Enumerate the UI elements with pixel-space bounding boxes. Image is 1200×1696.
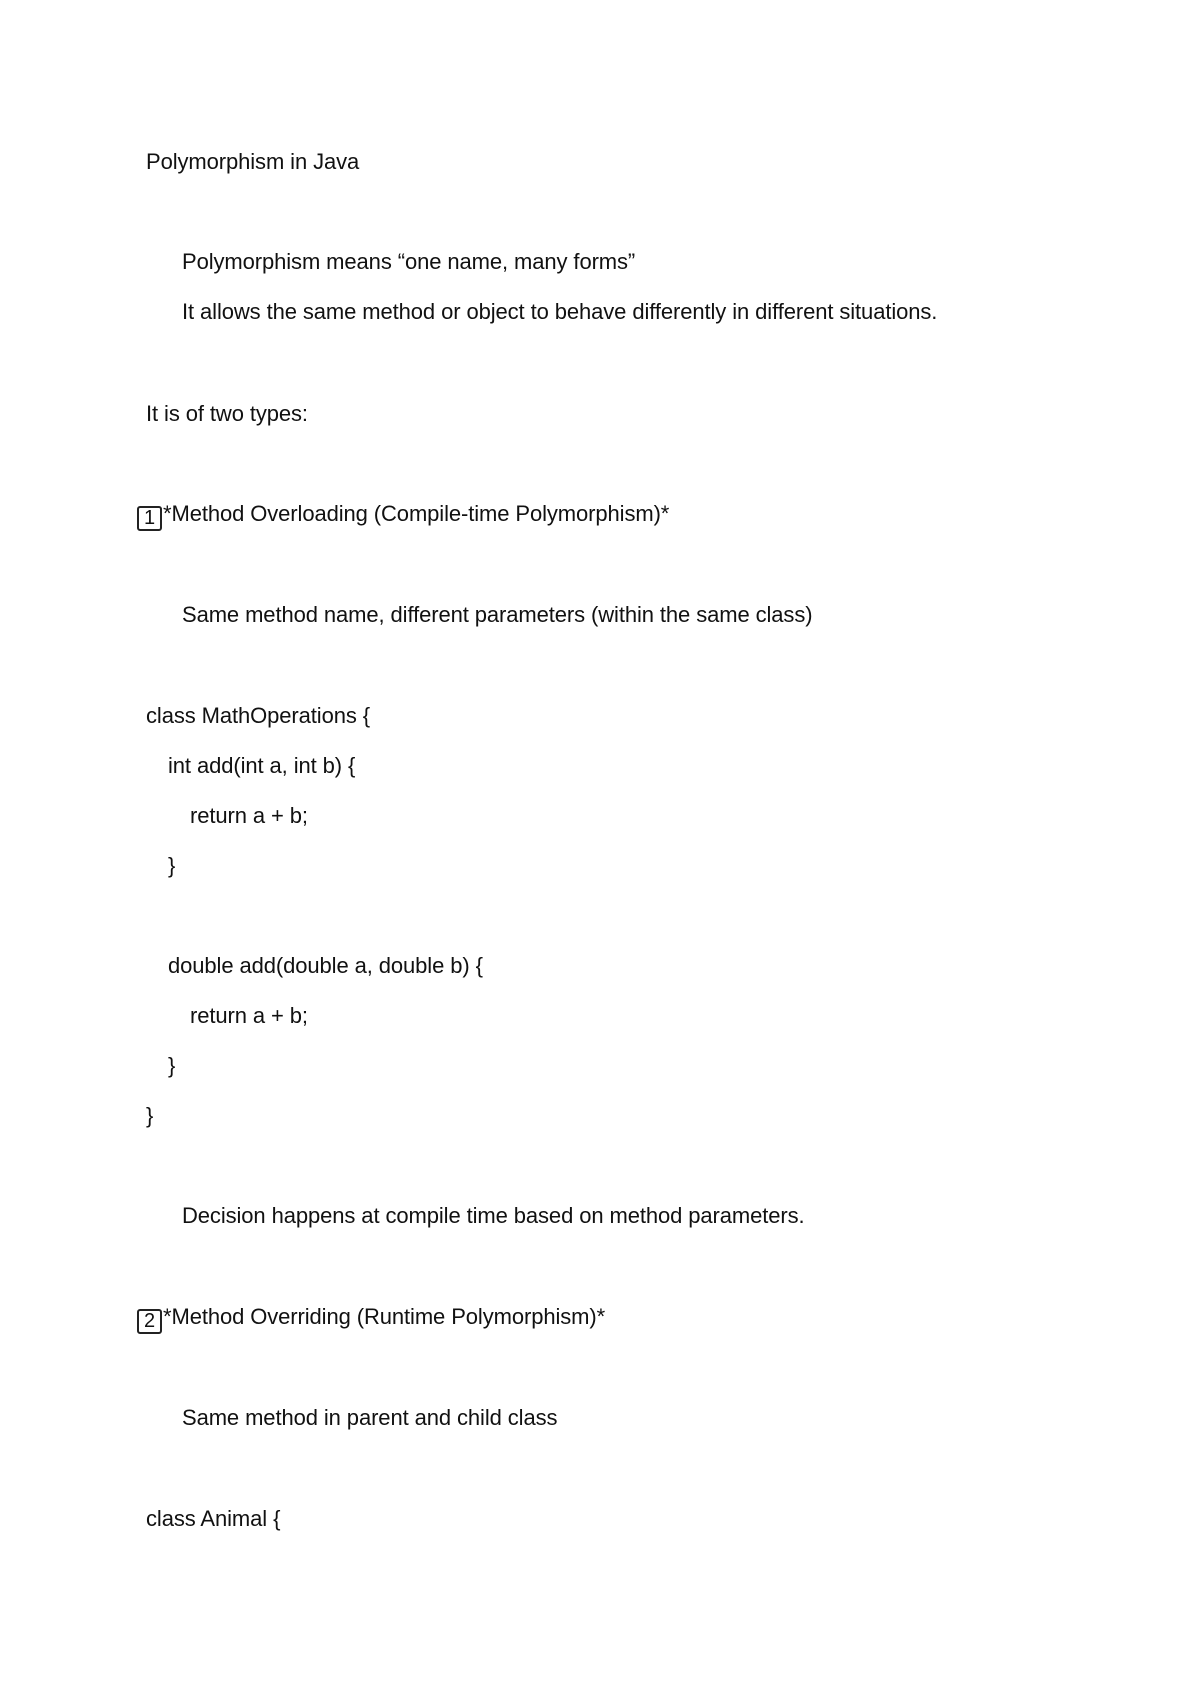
code-line: return a + b; — [190, 803, 308, 828]
section1-description: Same method name, different parameters (within the same class) — [182, 602, 813, 627]
document-title: Polymorphism in Java — [146, 149, 360, 174]
section1-note: Decision happens at compile time based on method parameters. — [182, 1203, 805, 1228]
intro-line: It allows the same method or object to behave differently in different situations. — [182, 299, 938, 324]
code-line: } — [146, 1103, 154, 1128]
code-line: double add(double a, double b) { — [168, 953, 483, 978]
types-intro: It is of two types: — [146, 401, 308, 426]
code-line: } — [168, 853, 176, 878]
section2-heading-text: *Method Overriding (Runtime Polymorphism)* — [163, 1304, 606, 1329]
code-line: int add(int a, int b) { — [168, 753, 356, 778]
intro-line: Polymorphism means “one name, many forms” — [182, 249, 636, 274]
code-line: class Animal { — [146, 1506, 281, 1531]
number-badge-2: 2 — [137, 1309, 162, 1334]
section2-heading — [137, 1303, 605, 1334]
section1-heading — [137, 500, 669, 531]
section2-description: Same method in parent and child class — [182, 1405, 558, 1430]
code-line: class MathOperations { — [146, 703, 371, 728]
code-line: return a + b; — [190, 1003, 308, 1028]
number-badge-1: 1 — [137, 506, 162, 531]
section1-heading-text: *Method Overloading (Compile-time Polymorphism)* — [163, 501, 670, 526]
code-line: } — [168, 1053, 176, 1078]
